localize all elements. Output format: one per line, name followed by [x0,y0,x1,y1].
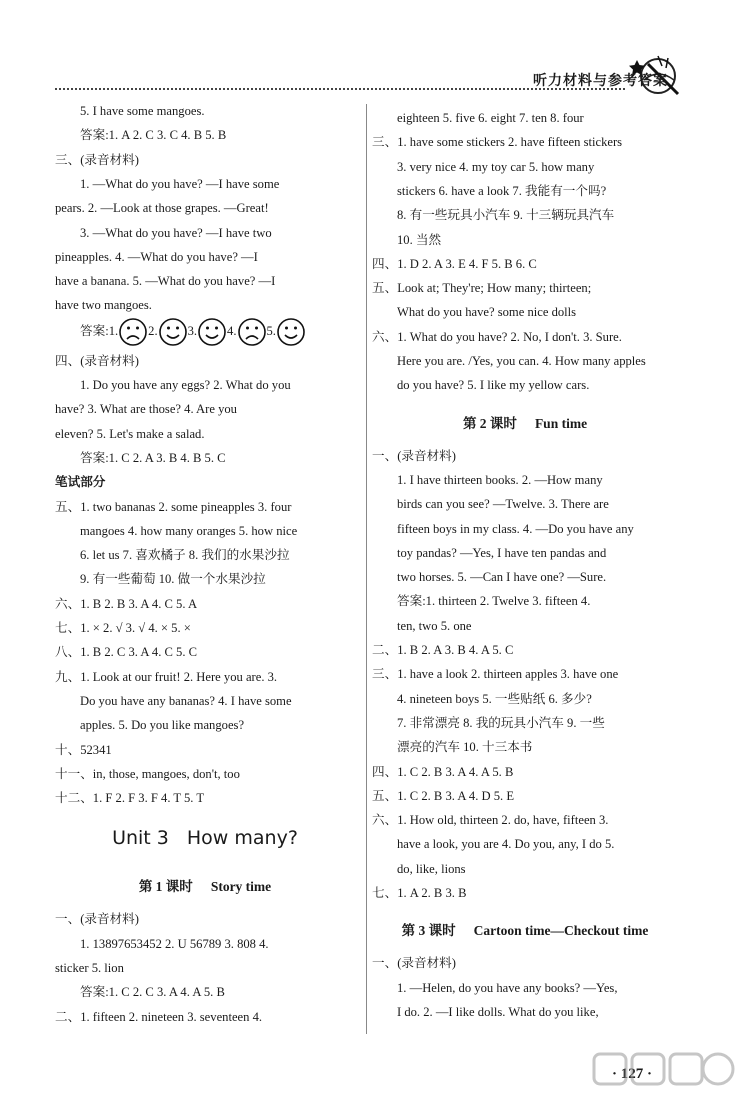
answer-line: 四、(录音材料) [55,353,139,368]
answer-line: 3. —What do you have? —I have two [80,225,272,240]
page-number: · 127 · [612,1066,653,1082]
answer-line: 3. very nice 4. my toy car 5. how many [397,159,595,174]
answer-line: 二、1. fifteen 2. nineteen 3. seventeen 4. [55,1009,263,1024]
happy-face-icon [276,324,306,338]
face-answer-number: 4. [227,323,237,338]
lesson2-title: Fun time [534,415,588,431]
lesson3-title: Cartoon time—Checkout time [473,923,649,939]
answer-line: 答案:1. A 2. C 3. C 4. B 5. B [80,128,227,143]
face-answer-number: 2. [148,323,158,338]
answer-line: 七、1. A 2. B 3. B [372,886,467,900]
answer-line: 5. I have some mangoes. [80,104,205,118]
sad-face-icon [118,324,148,338]
lesson3-label: 第 3 课时 [401,923,456,939]
answer-prefix: 答案: [80,323,109,338]
sad-face-icon [237,324,267,338]
answer-line: 漂亮的汽车 10. 十三本书 [397,740,533,755]
unit-label: Unit 3 [112,827,169,850]
answer-line: 答案:1. C 2. C 3. A 4. A 5. B [80,985,225,1000]
answer-line: I do. 2. —I like dolls. What do you like, [397,1004,599,1019]
answer-line: have a look, you are 4. Do you, any, I do 5. [397,837,615,852]
face-answer-number: 5. [266,323,276,338]
answer-line: 三、1. have some stickers 2. have fifteen stickers [372,135,623,150]
answer-line: 一、(录音材料) [372,448,456,463]
answer-line: 五、Look at; They're; How many; thirteen; [372,281,592,296]
happy-face-icon [197,324,227,338]
answer-line: 六、1. What do you have? 2. No, I don't. 3. Sure. [372,329,622,344]
answer-line: do, like, lions [397,861,466,876]
answer-line: 1. —What do you have? —I have some [80,176,280,191]
answer-line: do you have? 5. I like my yellow cars. [397,378,590,393]
face-answer-number: 3. [187,323,198,338]
header-divider [55,88,625,90]
answer-line: 4. nineteen boys 5. 一些贴纸 6. 多少? [397,691,592,706]
lesson1-title: Story time [210,879,272,895]
answer-line: 四、1. D 2. A 3. E 4. F 5. B 6. C [372,256,537,271]
answer-line: 四、1. C 2. B 3. A 4. A 5. B [372,764,514,779]
answer-line: ten, two 5. one [397,618,472,633]
answer-line: 五、1. C 2. B 3. A 4. D 5. E [372,788,515,803]
answer-line: 1. Do you have any eggs? 2. What do you [80,378,291,392]
answer-line: 一、(录音材料) [372,956,456,971]
lesson3-heading [372,919,678,939]
answer-line: sticker 5. lion [55,961,124,975]
answer-line: pears. 2. —Look at those grapes. —Great! [55,201,269,216]
answer-line: 六、1. B 2. B 3. A 4. C 5. A [55,596,198,611]
answer-line: 三、(录音材料) [55,152,139,167]
column-divider [366,104,367,1034]
unit-title: How many? [186,827,298,850]
answer-line: 1. —Helen, do you have any books? —Yes, [397,980,618,995]
answer-line: 一、(录音材料) [55,912,139,927]
answer-line: eleven? 5. Let's make a salad. [55,426,205,441]
answer-line: fifteen boys in my class. 4. —Do you have any [397,521,634,536]
answer-line: 7. 非常漂亮 8. 我的玩具小汽车 9. 一些 [397,715,605,730]
unit-heading [55,827,355,849]
answer-line: 9. 有一些葡萄 10. 做一个水果沙拉 [80,572,266,587]
answer-line: 十一、in, those, mangoes, don't, too [55,766,240,781]
answer-line: mangoes 4. how many oranges 5. how nice [80,523,298,538]
answer-line: birds can you see? —Twelve. 3. There are [397,497,609,512]
answer-line: 八、1. B 2. C 3. A 4. C 5. C [55,645,198,660]
face-answer-number: 1. [108,323,119,338]
answer-line: toy pandas? —Yes, I have ten pandas and [397,545,607,560]
answer-line: 十、52341 [55,742,112,757]
faces-answer-line [55,317,306,347]
answer-line: eighteen 5. five 6. eight 7. ten 8. four [397,111,584,125]
answer-line: have a banana. 5. —What do you have? —I [55,274,276,289]
header-title: 听力材料与参考答案 [533,73,668,89]
answer-line: Here you are. /Yes, you can. 4. How many apples [397,354,646,368]
answer-line: have two mangoes. [55,298,152,313]
answer-line: 答案:1. C 2. A 3. B 4. B 5. C [80,450,226,465]
answer-line: 6. let us 7. 喜欢橘子 8. 我们的水果沙拉 [80,548,290,563]
answer-line: 1. 13897653452 2. U 56789 3. 808 4. [80,936,269,951]
answer-line: 10. 当然 [397,232,442,247]
answer-line: 三、1. have a look 2. thirteen apples 3. have one [372,667,619,682]
answer-line: two horses. 5. —Can I have one? —Sure. [397,570,607,585]
answer-line: stickers 6. have a look 7. 我能有一个吗? [397,183,607,198]
answer-line: 六、1. How old, thirteen 2. do, have, fifteen 3. [372,813,609,828]
watermark-logo [590,1050,740,1106]
happy-face-icon [158,324,188,338]
lesson2-label: 第 2 课时 [462,415,517,431]
answer-line: 答案:1. thirteen 2. Twelve 3. fifteen 4. [397,594,591,609]
answer-line: 8. 有一些玩具小汽车 9. 十三辆玩具汽车 [397,208,615,223]
answer-line: 十二、1. F 2. F 3. F 4. T 5. T [55,791,205,806]
answer-line: 笔试部分 [55,475,106,490]
lesson1-label: 第 1 课时 [138,879,193,895]
lesson2-heading [372,412,678,432]
answer-line: 七、1. × 2. √ 3. √ 4. × 5. × [55,621,191,635]
answer-line: 二、1. B 2. A 3. B 4. A 5. C [372,643,514,657]
answer-line: 五、1. two bananas 2. some pineapples 3. four [55,499,292,514]
answer-line: 九、1. Look at our fruit! 2. Here you are. 3. [55,669,278,684]
answer-line: have? 3. What are those? 4. Are you [55,402,237,417]
answer-line: apples. 5. Do you like mangoes? [80,718,245,733]
answer-line: pineapples. 4. —What do you have? —I [55,249,258,264]
answer-line: Do you have any bananas? 4. I have some [80,693,292,708]
answer-line: 1. I have thirteen books. 2. —How many [397,472,603,487]
answer-line: What do you have? some nice dolls [397,305,577,320]
lesson1-heading [55,875,355,895]
